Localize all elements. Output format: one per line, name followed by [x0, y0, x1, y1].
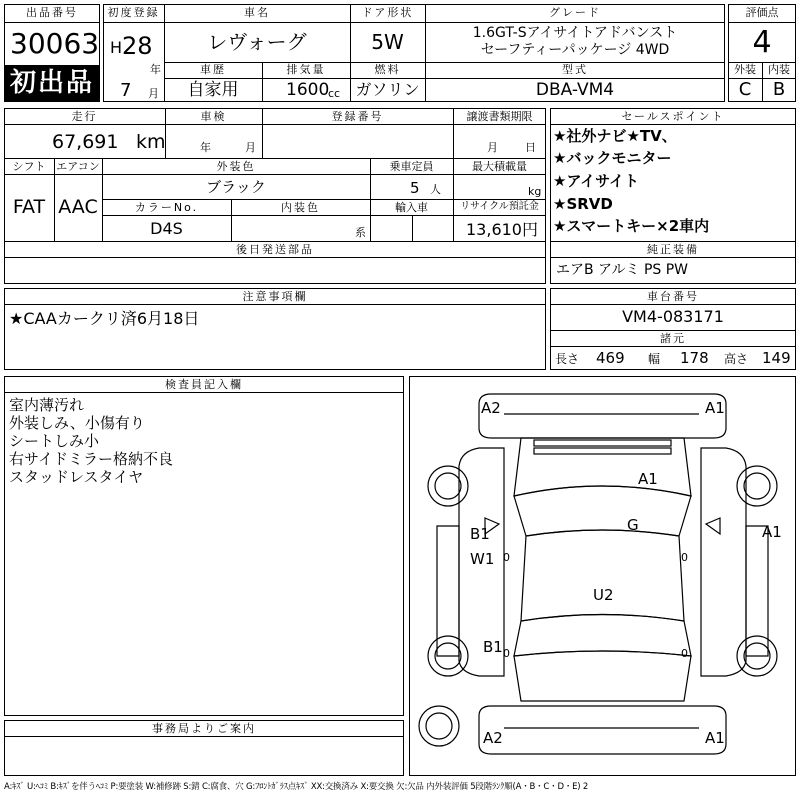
- reg-year: 28: [122, 32, 153, 60]
- transfer-month-unit: 月: [487, 141, 498, 154]
- exterior-color-label: 外装色: [216, 160, 256, 173]
- office-label: 事務局よりご案内: [152, 722, 256, 735]
- first-listing-badge: 初出品: [5, 65, 99, 101]
- car-diagram: [409, 376, 796, 776]
- damage-mark-rear-left: A2: [483, 729, 503, 747]
- mileage-unit: km: [136, 131, 166, 153]
- chassis-number: VM4-083171: [622, 307, 724, 326]
- later-parts-label: 後日発送部品: [236, 243, 314, 256]
- sales-point-4: ★SRVD: [553, 195, 613, 213]
- inspector-line-4: 右サイドミラー格納不良: [9, 450, 173, 468]
- tire-indicator-3: 0: [503, 647, 510, 660]
- width: 178: [680, 349, 709, 367]
- mileage-label: 走行: [71, 110, 98, 123]
- damage-mark-rear-right: A1: [705, 729, 725, 747]
- history: 自家用: [187, 80, 239, 100]
- damage-mark-roof: U2: [593, 586, 614, 604]
- color-no: D4S: [150, 219, 183, 238]
- interior-color-label: 内装色: [281, 201, 320, 214]
- inspection-month-unit: 月: [245, 141, 256, 154]
- reg-number-label: 登録番号: [331, 110, 384, 123]
- grade-line-1: 1.6GT-Sアイサイトアドバンスト: [472, 25, 678, 41]
- exterior-grade: C: [738, 79, 752, 100]
- damage-mark-windshield: G: [627, 516, 639, 534]
- inspector-line-3: シートしみ小: [9, 432, 100, 450]
- sales-point-2: ★バックモニター: [553, 149, 672, 167]
- displacement: 1600: [286, 80, 330, 100]
- max-load-label: 最大積載量: [472, 160, 527, 173]
- seating-unit: 人: [430, 183, 441, 196]
- sales-point-3: ★アイサイト: [553, 172, 640, 190]
- reg-month-unit: 月: [148, 87, 159, 100]
- door-type: 5W: [371, 30, 404, 54]
- model-label: 型式: [562, 63, 588, 76]
- lot-number: 30063: [10, 27, 100, 60]
- damage-mark-front-right: A1: [705, 399, 725, 417]
- score-label: 評価点: [745, 6, 779, 19]
- color-no-label: カラーNo.: [134, 201, 199, 214]
- interior-label: 内装: [768, 63, 790, 76]
- reg-year-unit: 年: [150, 63, 161, 76]
- reg-month: 7: [120, 80, 132, 101]
- chassis-label: 車台番号: [647, 290, 699, 303]
- reg-date-label: 初度登録: [107, 6, 160, 19]
- transfer-doc-label: 譲渡書類期限: [466, 110, 533, 123]
- damage-mark-hood: A1: [638, 470, 658, 488]
- spec-label: 諸元: [660, 332, 686, 345]
- displacement-unit: cc: [328, 87, 341, 100]
- height-label: 高さ: [724, 352, 749, 366]
- car-name-label: 車名: [244, 6, 270, 19]
- legend: A:ｷｽﾞ U:ﾍｺﾐ B:ｷｽﾞを伴うﾍｺﾐ P:要塗装 W:補修跡 S:錆 C:腐食、穴 G:ﾌﾛﾝﾄｶﾞﾗｽ点ｷｽﾞ XX:交換済み X:要交換 欠:欠品 内外装評価 5段階ﾗﾝｸ順(A・B・C・D・E) 2: [4, 782, 589, 792]
- shift: FAT: [12, 196, 46, 218]
- seating-label: 乗車定員: [389, 160, 434, 173]
- equipment: エアB アルミ PS PW: [556, 262, 689, 278]
- mileage: 67,691: [52, 131, 119, 153]
- lot-number-label: 出品番号: [26, 6, 78, 19]
- car-name: レヴォーグ: [207, 30, 307, 54]
- sales-point-5: ★スマートキー×2車内: [553, 217, 710, 235]
- exterior-color: ブラック: [206, 178, 266, 196]
- exterior-label: 外装: [734, 63, 756, 76]
- damage-mark-front-left: A2: [481, 399, 501, 417]
- recycle-label: リサイクル預託金: [460, 201, 539, 212]
- score: 4: [752, 25, 772, 60]
- history-label: 車歴: [200, 63, 226, 76]
- length-label: 長さ: [555, 352, 580, 366]
- displacement-label: 排気量: [286, 63, 326, 76]
- equipment-label: 純正装備: [647, 243, 699, 256]
- interior-color-unit: 系: [355, 226, 366, 239]
- grade-line-2: セーフティーパッケージ 4WD: [480, 42, 670, 58]
- damage-mark-right-side: A1: [762, 523, 782, 541]
- inspection-year-unit: 年: [200, 141, 211, 154]
- damage-mark-left-door: B1: [470, 525, 490, 543]
- max-load-unit: kg: [528, 185, 542, 198]
- inspector-line-2: 外装しみ、小傷有り: [9, 414, 145, 432]
- height: 149: [762, 349, 791, 367]
- seating: 5: [410, 179, 420, 197]
- ac: AAC: [58, 196, 98, 218]
- inspection-label: 車検: [200, 110, 227, 123]
- inspector-line-1: 室内薄汚れ: [9, 396, 85, 414]
- fuel-label: 燃料: [374, 63, 401, 76]
- inspector-label: 検査員記入欄: [165, 378, 243, 391]
- sales-point-1: ★社外ナビ★TV、: [553, 127, 677, 145]
- model: DBA-VM4: [535, 80, 615, 100]
- tire-indicator-1: 0: [503, 551, 510, 564]
- damage-mark-left-rear: B1: [483, 638, 503, 656]
- notes: ★CAAカークリ済6月18日: [9, 309, 200, 328]
- sales-points-label: セールスポイント: [621, 110, 725, 123]
- interior-grade: B: [772, 79, 786, 100]
- door-label: ドア形状: [361, 6, 414, 19]
- grade-label: グレード: [549, 6, 601, 19]
- era-mark: H: [110, 38, 123, 57]
- tire-indicator-4: 0: [681, 647, 688, 660]
- damage-mark-left-repair: W1: [470, 550, 495, 568]
- transfer-day-unit: 日: [525, 141, 536, 154]
- fuel: ガソリン: [355, 80, 420, 99]
- width-label: 幅: [648, 352, 661, 366]
- import-label: 輸入車: [395, 201, 428, 214]
- shift-label: シフト: [12, 160, 46, 173]
- ac-label: エアコン: [56, 160, 100, 173]
- tire-indicator-2: 0: [681, 551, 688, 564]
- length: 469: [596, 349, 625, 367]
- recycle-fee: 13,610円: [466, 220, 538, 239]
- notes-label: 注意事項欄: [242, 290, 308, 303]
- inspector-line-5: スタッドレスタイヤ: [9, 468, 144, 486]
